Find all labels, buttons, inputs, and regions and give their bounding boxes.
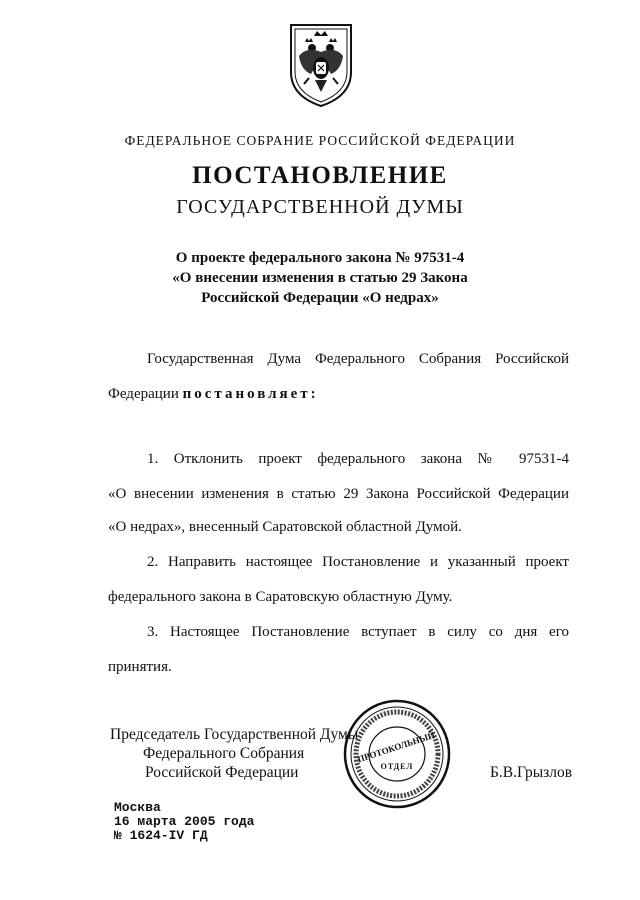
item-3-line: 3. Настоящее Постановление вступает в силу со дня его	[147, 624, 569, 640]
seal-stamp-icon	[342, 698, 452, 810]
coat-of-arms-icon	[287, 22, 355, 108]
item-3-line: принятия.	[108, 659, 172, 675]
preamble-line	[108, 384, 319, 404]
preamble-resolves: постановляет:	[182, 386, 319, 402]
document-number: № 1624-IV ГД	[114, 828, 208, 843]
document-date: 16 марта 2005 года	[114, 814, 255, 829]
document-type: ПОСТАНОВЛЕНИЕ	[192, 162, 448, 189]
signatory-title: Федерального Собрания	[143, 745, 305, 762]
subject-line: «О внесении изменения в статью 29 Закона	[172, 270, 468, 286]
item-1-line: «О внесении изменения в статью 29 Закона Российской Федерации	[108, 486, 569, 502]
preamble-line: Государственная Дума Федерального Собрания Российской	[147, 351, 569, 367]
item-2-line: 2. Направить настоящее Постановление и указанный проект	[147, 554, 569, 570]
document-subject	[0, 248, 640, 308]
item-1-line: «О недрах», внесенный Саратовской областной Думой.	[108, 519, 462, 535]
preamble-prefix: Федерации	[108, 386, 183, 402]
signatory-title: Российской Федерации	[145, 764, 299, 781]
signatory-name: Б.В.Грызлов	[490, 764, 573, 781]
item-2-line: федерального закона в Саратовскую областную Думу.	[108, 589, 453, 605]
subject-line: О проекте федерального закона № 97531-4	[175, 250, 465, 266]
stamp-bottom-text: ОТДЕЛ	[380, 762, 414, 771]
signatory-title: Председатель Государственной Думы	[110, 726, 359, 743]
organization-title: ФЕДЕРАЛЬНОЕ СОБРАНИЕ РОССИЙСКОЙ ФЕДЕРАЦИИ	[124, 133, 516, 148]
document-subtitle: ГОСУДАРСТВЕННОЙ ДУМЫ	[176, 196, 464, 218]
subject-line: Российской Федерации «О недрах»	[201, 290, 439, 306]
document-city: Москва	[114, 800, 161, 815]
stamp-center-text: ПРОТОКОЛЬНЫЙ	[356, 729, 436, 765]
item-1-line: 1. Отклонить проект федерального закона № 97531-4	[147, 451, 569, 467]
